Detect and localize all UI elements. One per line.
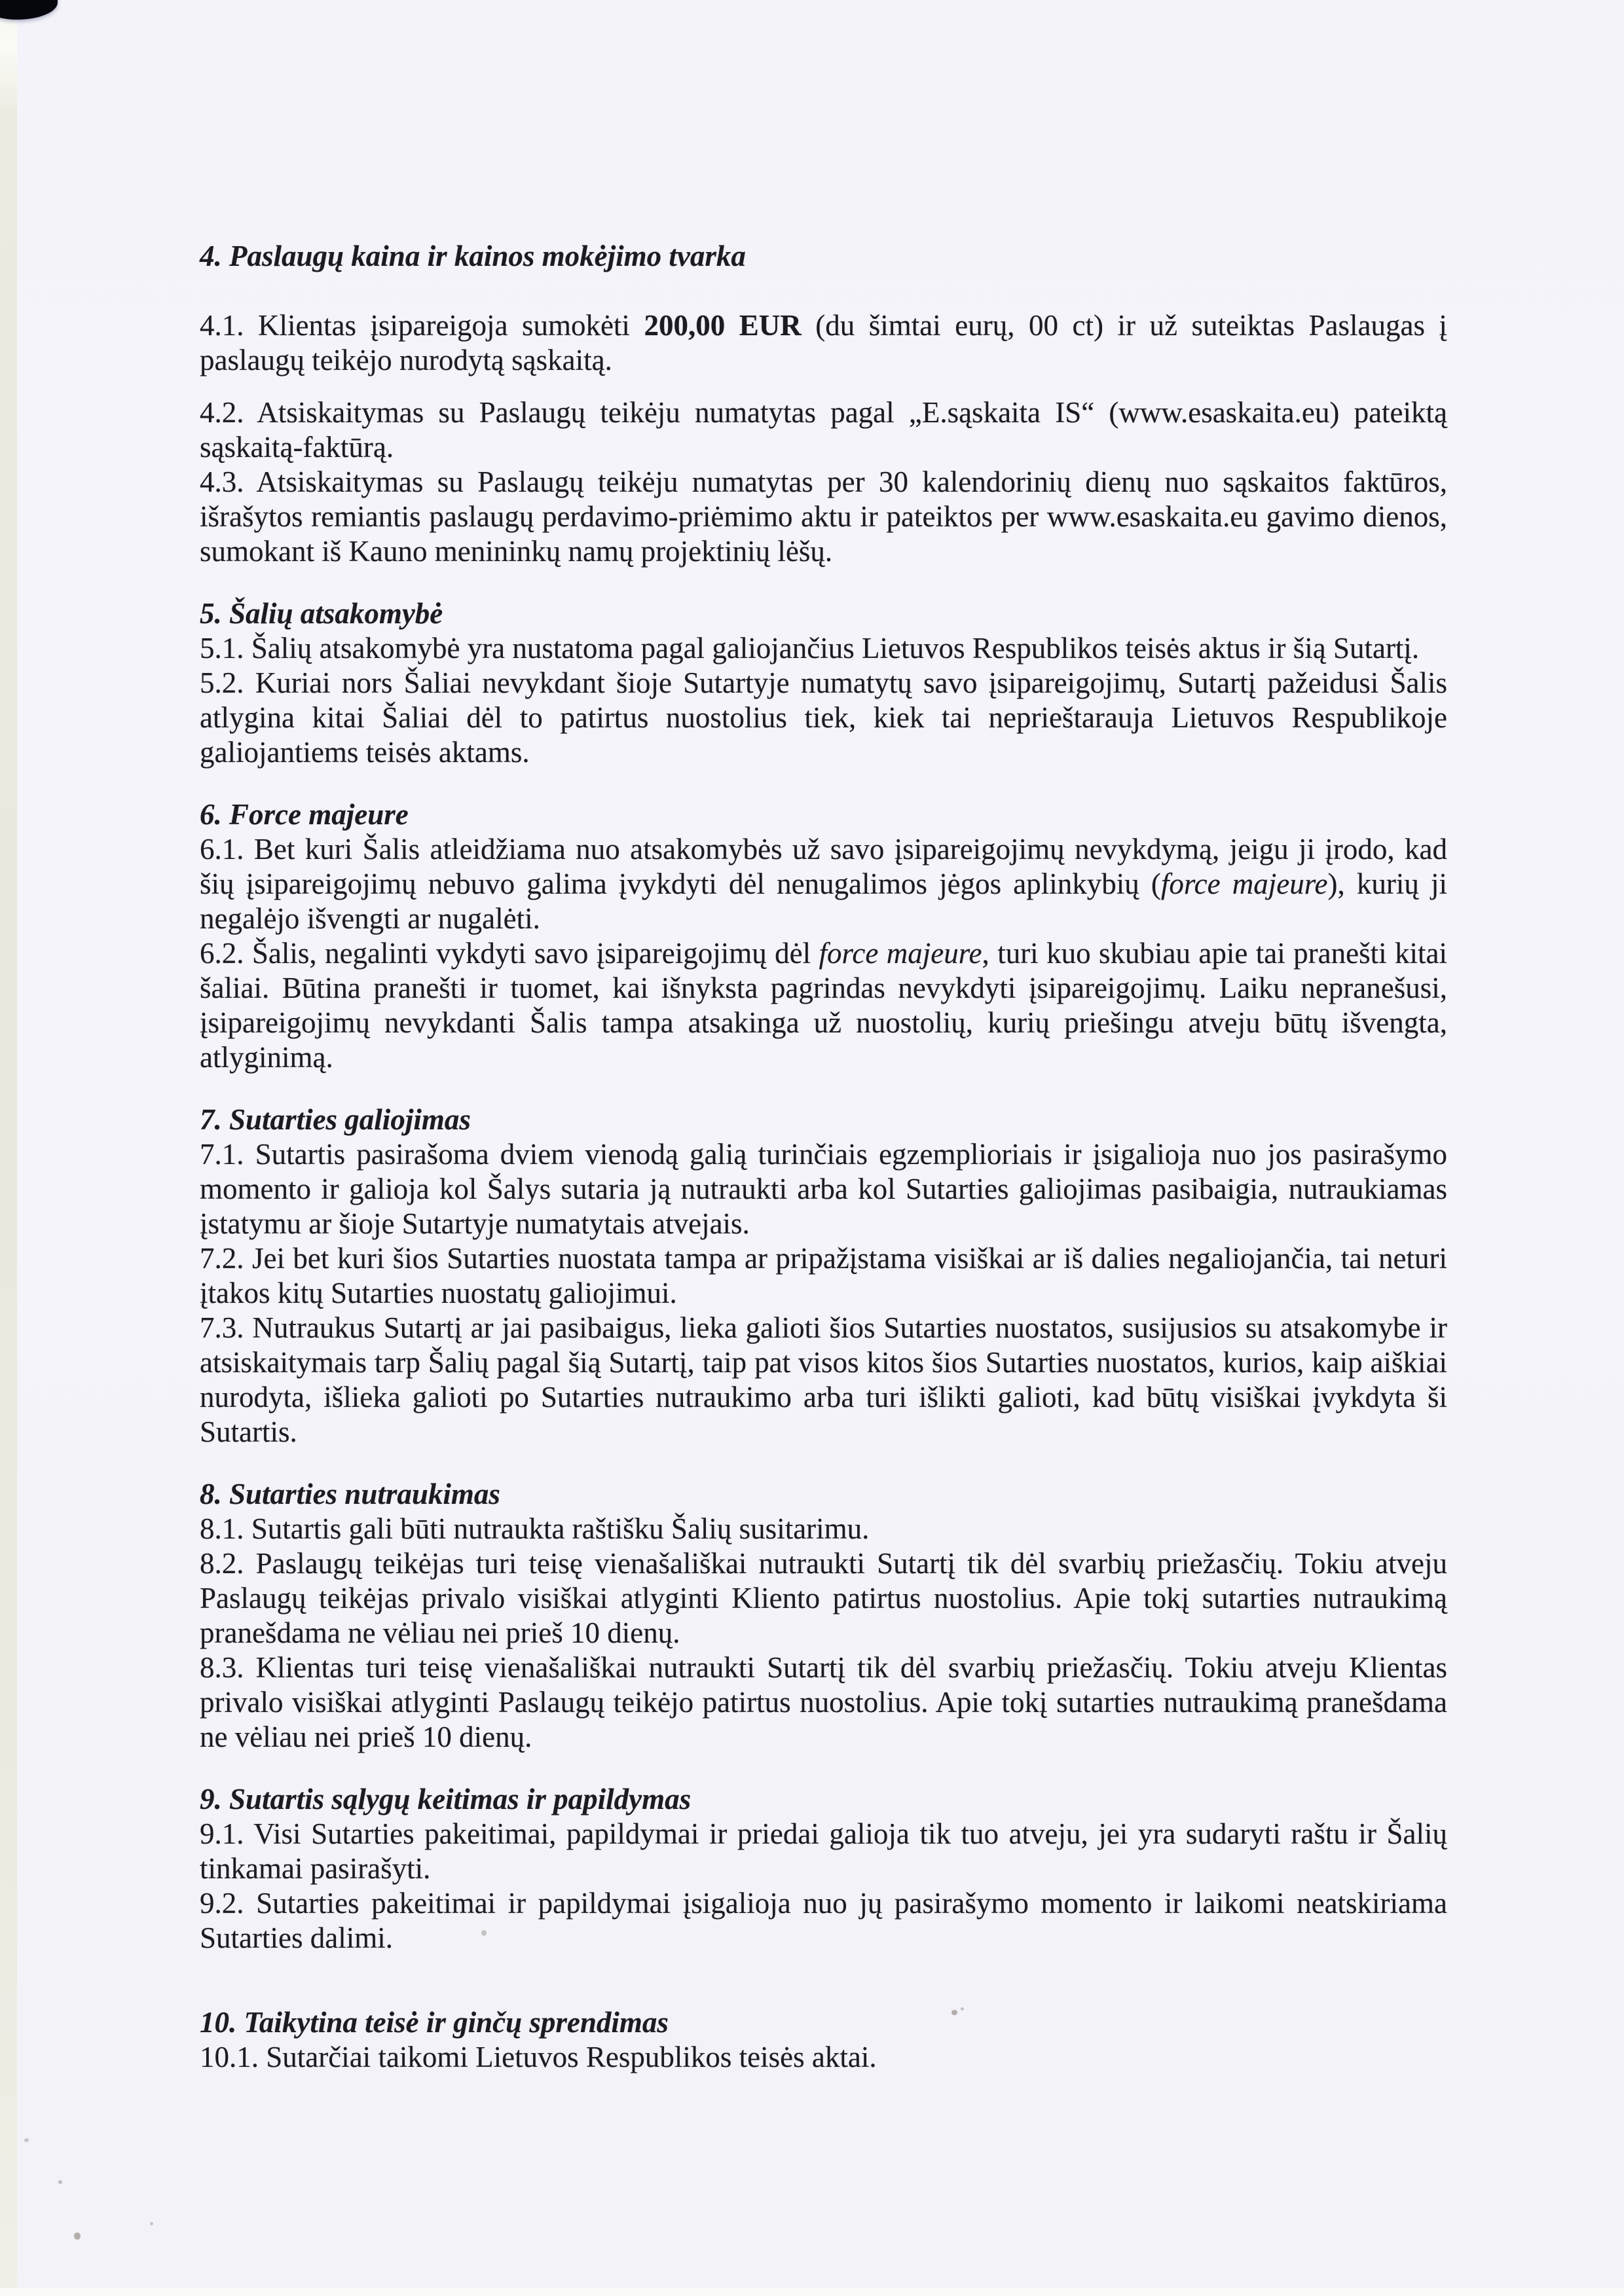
clause-9-2: 9.2. Sutarties pakeitimai ir papildymai įsigalioja nuo jų pasirašymo momento ir laikomi neatskiriama Sutarties dalimi.: [200, 1887, 1447, 1954]
clause-5-2: 5.2. Kuriai nors Šaliai nevykdant šioje Sutartyje numatytų savo įsipareigojimų, Sutartį pažeidusi Šalis atlygina kitai Šaliai dėl to patirtus nuostolius tiek, kiek tai neprieštarauja Lietuvos Respublikoje galiojantiems teisės aktams.: [200, 666, 1447, 769]
contract-body: [200, 239, 1447, 2075]
section-10-heading: 10. Taikytina teisė ir ginčų sprendimas: [200, 2006, 669, 2039]
clause-4-3: 4.3. Atsiskaitymas su Paslaugų teikėju numatytas per 30 kalendorinių dienų nuo sąskaitos faktūros, išrašytos remiantis paslaugų perdavimo-priėmimo aktu ir pateiktos per www.esaskaita.eu gavimo dienos, sumokant iš Kauno menininkų namų projektinių lėšų.: [200, 465, 1447, 568]
scan-corner-mark: [0, 0, 58, 20]
clause-10-1: 10.1. Sutarčiai taikomi Lietuvos Respublikos teisės aktai.: [200, 2041, 877, 2073]
clause-8-1: 8.1. Sutartis gali būti nutraukta raštišku Šalių susitarimu.: [200, 1512, 870, 1545]
section-5-heading: 5. Šalių atsakomybė: [200, 597, 443, 630]
section-6-heading: 6. Force majeure: [200, 798, 409, 831]
section-10-governing-law: [200, 2005, 1447, 2075]
clause-4-2: 4.2. Atsiskaitymas su Paslaugų teikėju numatytas pagal „E.sąskaita IS“ (www.esaskaita.eu) pateiktą sąskaitą-faktūrą.: [200, 396, 1447, 464]
section-6-force-majeure: [200, 797, 1447, 1075]
clause-6-1: 6.1. Bet kuri Šalis atleidžiama nuo atsakomybės už savo įsipareigojimų nevykdymą, jeigu ji įrodo, kad šių įsipareigojimų nebuvo galima įvykdyti dėl nenugalimos jėgos aplinkybių (force majeure), kurių ji negalėjo išvengti ar nugalėti.: [200, 833, 1447, 935]
section-4-heading: 4. Paslaugų kaina ir kainos mokėjimo tvarka: [200, 240, 746, 272]
clause-7-2: 7.2. Jei bet kuri šios Sutarties nuostata tampa ar pripažįstama visiškai ar iš dalies negaliojančia, tai neturi įtakos kitų Sutarties nuostatų galiojimui.: [200, 1242, 1447, 1309]
section-9-amendments: [200, 1782, 1447, 1956]
clause-8-3: 8.3. Klientas turi teisę vienašališkai nutraukti Sutartį tik dėl svarbių priežasčių. Tokiu atveju Klientas privalo visiškai atlyginti Paslaugų teikėjo patirtus nuostolius. Apie tokį sutarties nutraukimą pranešdama ne vėliau nei prieš 10 dienų.: [200, 1651, 1447, 1753]
clause-6-2: 6.2. Šalis, negalinti vykdyti savo įsipareigojimų dėl force majeure, turi kuo skubiau apie tai pranešti kitai šaliai. Būtina pranešti ir tuomet, kai išnyksta pagrindas nevykdyti įsipareigojimų. Laiku nepranešusi, įsipareigojimų nevykdanti Šalis tampa atsakinga už nuostolių, kurių priešingu atveju būtų išvengta, atlyginimą.: [200, 937, 1447, 1074]
section-8-termination: [200, 1477, 1447, 1755]
dust-speck: [74, 2232, 81, 2240]
clause-7-1: 7.1. Sutartis pasirašoma dviem vienodą galią turinčiais egzemplioriais ir įsigalioja nuo jos pasirašymo momento ir galioja kol Šalys sutaria ją nutraukti arba kol Sutarties galiojimas pasibaigia, nutraukiamas įstatymu ar šioje Sutartyje numatytais atvejais.: [200, 1138, 1447, 1240]
dust-speck: [24, 2138, 29, 2142]
clause-5-1: 5.1. Šalių atsakomybė yra nustatoma pagal galiojančius Lietuvos Respublikos teisės aktus ir šią Sutartį.: [200, 632, 1420, 665]
clause-4-1: 4.1. Klientas įsipareigoja sumokėti 200,00 EUR (du šimtai eurų, 00 ct) ir už suteiktas Paslaugas į paslaugų teikėjo nurodytą sąskaitą.: [200, 309, 1447, 376]
scan-bottom-edge-artifact: [0, 2288, 1624, 2296]
section-7-heading: 7. Sutarties galiojimas: [200, 1103, 471, 1136]
clause-8-2: 8.2. Paslaugų teikėjas turi teisę vienašališkai nutraukti Sutartį tik dėl svarbių priežasčių. Tokiu atveju Paslaugų teikėjas privalo visiškai atlyginti Kliento patirtus nuostolius. Apie tokį sutarties nutraukimą pranešdama ne vėliau nei prieš 10 dienų.: [200, 1547, 1447, 1649]
clause-9-1: 9.1. Visi Sutarties pakeitimai, papildymai ir priedai galioja tik tuo atveju, jei yra sudaryti raštu ir Šalių tinkamai pasirašyti.: [200, 1817, 1447, 1885]
section-5-liability: [200, 596, 1447, 770]
clause-7-3: 7.3. Nutraukus Sutartį ar jai pasibaigus, lieka galioti šios Sutarties nuostatos, susijusios su atsakomybe ir atsiskaitymais tarp Šalių pagal šią Sutartį, taip pat visos kitos šios Sutarties nuostatos, kurios, kaip aiškiai nurodyta, išlieka galioti po Sutarties nutraukimo arba turi išlikti galioti, kad būtų visiškai įvykdyta ši Sutartis.: [200, 1311, 1447, 1448]
section-8-heading: 8. Sutarties nutraukimas: [200, 1478, 500, 1510]
scan-left-edge-artifact: [0, 0, 17, 2296]
dust-speck: [150, 2222, 153, 2225]
section-7-validity: [200, 1102, 1447, 1449]
section-4-price-and-payment: [200, 239, 1447, 569]
section-9-heading: 9. Sutartis sąlygų keitimas ir papildymas: [200, 1783, 692, 1815]
dust-speck: [58, 2180, 62, 2184]
